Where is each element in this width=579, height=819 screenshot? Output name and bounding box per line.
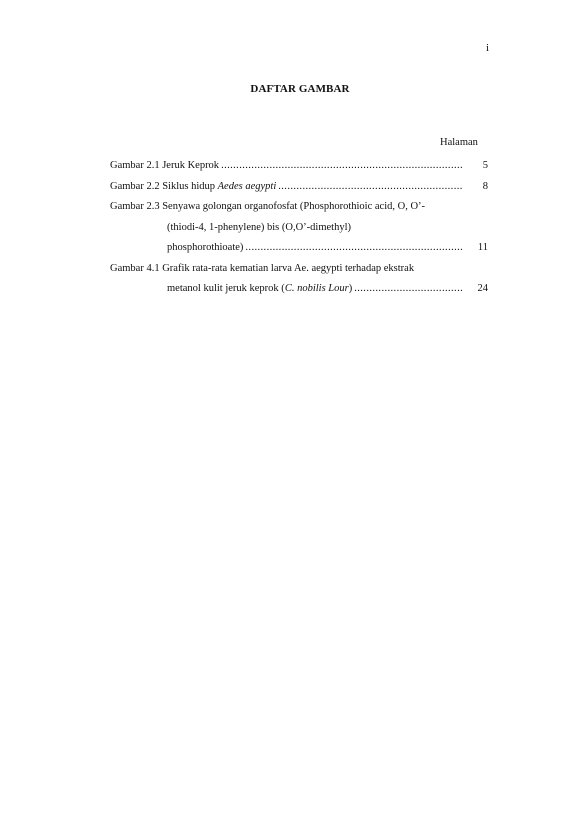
entry-title-line2: (thiodi-4, 1-phenylene) bis (O,O’-dimethyl) [167, 221, 351, 233]
list-item-gambar-2-1[interactable] [110, 156, 488, 177]
list-item-gambar-2-3-cont [110, 218, 488, 239]
entry-page-number: 11 [477, 242, 488, 253]
entry-title-italic: Aedes aegypti [217, 180, 277, 192]
list-item-gambar-2-3[interactable] [110, 197, 488, 218]
entry-label: Gambar 2.3 [110, 201, 160, 212]
entry-title-line2-italic: C. nobilis Lour [284, 283, 349, 294]
entry-title-prefix: Siklus hidup [162, 180, 218, 192]
entry-title-line1: Senyawa golongan organofosfat (Phosphorothioic acid, O, O’- [162, 201, 426, 212]
entry-page-number: 24 [477, 283, 488, 294]
page-title: DAFTAR GAMBAR [250, 83, 350, 95]
entry-page-number: 5 [482, 160, 488, 171]
entry-label: Gambar 2.1 [110, 160, 160, 171]
entry-title: Jeruk Keprok [162, 160, 220, 171]
figure-list [110, 156, 488, 300]
page-number: i [486, 42, 490, 54]
list-item-gambar-4-1-cont [110, 279, 488, 300]
entry-title-line2-suffix: ) [348, 283, 353, 294]
dot-leader [221, 156, 463, 177]
dot-leader [354, 279, 463, 300]
dot-leader [245, 238, 463, 259]
list-item-gambar-4-1[interactable] [110, 259, 488, 280]
entry-title-line2-prefix: metanol kulit jeruk keprok ( [167, 283, 285, 294]
entry-page-number: 8 [482, 180, 488, 192]
halaman-column-header: Halaman [440, 137, 478, 148]
entry-title-line3: phosphorothioate) [167, 242, 244, 253]
list-item-gambar-2-3-cont2 [110, 238, 488, 259]
entry-label: Gambar 2.2 [110, 180, 160, 192]
list-item-gambar-2-2[interactable] [110, 177, 488, 198]
dot-leader [278, 177, 463, 198]
entry-title-line1: Grafik rata-rata kematian larva Ae. aegypti terhadap ekstrak [162, 262, 415, 274]
entry-label: Gambar 4.1 [110, 262, 160, 274]
